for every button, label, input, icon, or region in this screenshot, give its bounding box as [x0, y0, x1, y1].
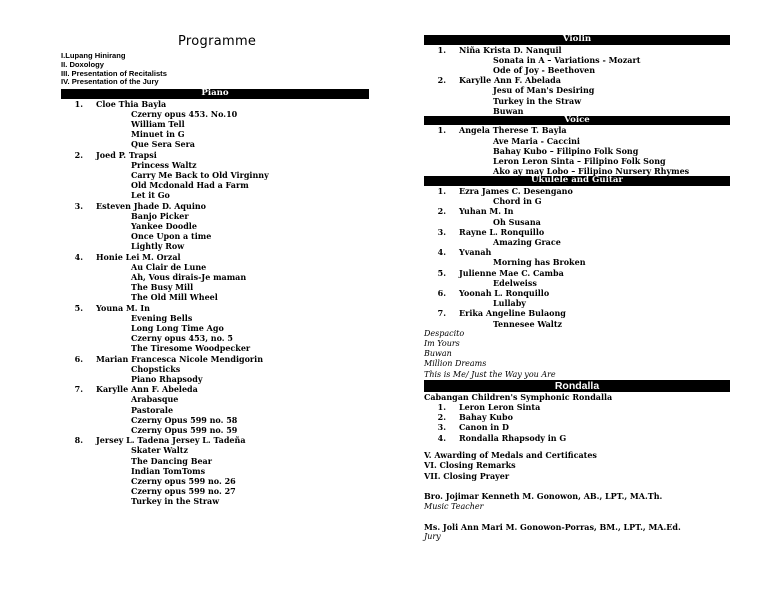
performer-number: 2.	[437, 206, 446, 217]
performer-name: Rayne L. Ronquillo	[459, 226, 545, 237]
performer-number: 3.	[437, 226, 446, 237]
piece-title: Ode of Joy - Beethoven	[493, 64, 596, 75]
performer-name: Honie Lei M. Orzal	[96, 251, 181, 262]
piece-title: The Tiresome Woodpecker	[131, 343, 251, 354]
performer-row	[61, 150, 369, 160]
piece-title: The Dancing Bear	[131, 455, 212, 466]
performer-number: 6.	[437, 287, 446, 298]
performer-name: Yoonah L. Ronquillo	[459, 287, 550, 298]
piece-title: Ah, Vous dirais-Je maman	[131, 271, 247, 282]
piece-title: The Old Mill Wheel	[131, 292, 218, 303]
performer-name: Joed P. Trapsi	[96, 149, 157, 160]
piece-title: Skater Waltz	[131, 445, 189, 456]
closing-item: VI. Closing Remarks	[424, 460, 516, 471]
performer-row	[424, 45, 730, 55]
performer-name: Marian Francesca Nicole Mendigorin	[96, 353, 264, 364]
performer-number: 2.	[437, 75, 446, 86]
piece-title: Turkey in the Straw	[131, 496, 220, 507]
performer-row	[61, 384, 369, 394]
piece-title: Leron Leron Sinta – Filipino Folk Song	[493, 156, 666, 167]
piece-title: William Tell	[131, 118, 185, 129]
closing-item: V. Awarding of Medals and Certificates	[424, 449, 597, 460]
piano-header: Piano	[61, 89, 369, 99]
ukulele-header: Ukulele and Guitar	[424, 176, 730, 186]
piece-title: Buwan	[493, 105, 524, 116]
violin-list	[424, 45, 730, 116]
performer-number: 4.	[74, 251, 83, 262]
rondalla-piece-title: Rondalla Rhapsody in G	[459, 432, 567, 443]
rondalla-piece-number: 2.	[437, 412, 446, 423]
rondalla-piece-title: Bahay Kubo	[459, 412, 513, 423]
ensemble-song: Im Yours	[424, 338, 460, 348]
rondalla-piece-number: 3.	[437, 422, 446, 433]
piece-title: Czerny opus 453, no. 5	[131, 333, 233, 344]
performer-name: Erika Angeline Bulaong	[459, 308, 566, 319]
rondalla-piece	[424, 422, 730, 432]
rondalla-header: Rondalla	[424, 380, 730, 392]
performer-number: 5.	[74, 302, 83, 313]
voice-header: Voice	[424, 116, 730, 126]
piece-title: Czerny Opus 599 no. 59	[131, 425, 238, 435]
performer-row	[424, 125, 730, 135]
piece-title: Tennesee Waltz	[493, 318, 563, 329]
performer-number: 1.	[437, 44, 446, 55]
performer-row	[424, 268, 730, 278]
piece-title: Ako ay may Lobo – Filipino Nursery Rhymes	[493, 166, 690, 177]
performer-row	[61, 303, 369, 313]
rondalla-piece-title: Canon in D	[459, 422, 509, 433]
piece-title: Pastorale	[131, 404, 174, 415]
performer-number: 8.	[74, 435, 83, 446]
page-title: Programme	[178, 34, 257, 49]
performer-number: 7.	[437, 308, 446, 319]
piece-title: Chord in G	[493, 196, 542, 207]
piece-title: Ave Maria - Caccini	[493, 135, 580, 146]
piece-title: Indian TomToms	[131, 465, 206, 476]
piece-title: Sonata in A – Variations - Mozart	[493, 54, 641, 65]
piece-title: Once Upon a time	[131, 231, 212, 242]
piece-title: Amazing Grace	[493, 236, 561, 247]
rondalla-piece	[424, 412, 730, 422]
performer-name: Esteven Jhade D. Aquino	[96, 200, 207, 211]
performer-row	[424, 227, 730, 237]
piece-title: Lightly Row	[131, 241, 185, 252]
piece-title: Carry Me Back to Old Virginny	[131, 169, 269, 180]
performer-row	[424, 186, 730, 196]
performer-row	[61, 354, 369, 364]
performer-name: Jersey L. Tadena Jersey L. Tadeña	[96, 435, 246, 446]
rondalla-piece	[424, 402, 730, 412]
performer-name: Karylle Ann F. Abelada	[459, 75, 561, 86]
performer-name: Yuhan M. In	[459, 206, 514, 217]
piece-title: Turkey in the Straw	[493, 95, 582, 106]
piece-title: Arabasque	[131, 394, 179, 405]
piece-title: Evening Bells	[131, 312, 193, 323]
performer-row	[61, 252, 369, 262]
performer-row	[61, 99, 369, 109]
piece-title: Czerny opus 599 no. 27	[131, 486, 236, 497]
performer-number: 1.	[437, 185, 446, 196]
piece-title: Yankee Doodle	[131, 220, 197, 231]
credit-role: Music Teacher	[424, 501, 484, 511]
performer-number: 3.	[74, 200, 83, 211]
rondalla-piece	[424, 433, 730, 443]
closing-item: VII. Closing Prayer	[424, 470, 510, 481]
piano-list	[61, 99, 369, 507]
piece-title: Long Long Time Ago	[131, 322, 224, 333]
performer-number: 4.	[437, 247, 446, 258]
ensemble-song: Million Dreams	[424, 359, 487, 369]
performer-number: 2.	[74, 149, 83, 160]
piece-title: Morning has Broken	[493, 257, 586, 268]
performer-name: Yvanah	[459, 247, 492, 258]
performer-row	[61, 201, 369, 211]
performer-number: 7.	[74, 384, 83, 395]
performer-name: Ezra James C. Desengano	[459, 185, 573, 196]
ensemble-song: Despacito	[424, 328, 465, 338]
credit-role: Jury	[424, 531, 441, 541]
intro-item: IV. Presentation of the Jury	[61, 77, 159, 87]
performer-number: 5.	[437, 267, 446, 278]
piece-title: Edelweiss	[493, 277, 537, 288]
performer-name: Youna M. In	[96, 302, 150, 313]
intro-item: I.Lupang Hinirang	[61, 51, 126, 60]
performer-number: 6.	[74, 353, 83, 364]
performer-name: Karylle Ann F. Abeleda	[96, 384, 198, 395]
performer-number: 1.	[74, 98, 83, 109]
rondalla-piece-title: Leron Leron Sinta	[459, 402, 541, 412]
left-column	[61, 89, 369, 507]
rondalla-piece-number: 4.	[437, 432, 446, 443]
piece-title: Piano Rhapsody	[131, 373, 203, 384]
piece-title: Czerny Opus 599 no. 58	[131, 414, 238, 425]
piece-title: Que Sera Sera	[131, 139, 195, 150]
piece-title: Lullaby	[493, 298, 526, 309]
performer-row	[424, 288, 730, 298]
intro-item: III. Presentation of Recitalists	[61, 68, 167, 78]
piece-title: Chopsticks	[131, 363, 181, 374]
performer-name: Niña Krista D. Nanquil	[459, 44, 562, 55]
rondalla-list	[424, 402, 730, 443]
piece-title: The Busy Mill	[131, 282, 194, 293]
performer-row	[424, 206, 730, 216]
intro-item: II. Doxology	[61, 59, 105, 69]
piece-title: Minuet in G	[131, 129, 185, 140]
voice-list	[424, 125, 730, 176]
piece-title: Let it Go	[131, 190, 170, 201]
piece-title: Old Mcdonald Had a Farm	[131, 180, 249, 191]
performer-name: Angela Therese T. Bayla	[459, 125, 567, 136]
piece-title: Oh Susana	[493, 216, 541, 227]
piece-title: Bahay Kubo – Filipino Folk Song	[493, 145, 639, 156]
piece-title: Banjo Picker	[131, 210, 189, 221]
rondalla-piece-number: 1.	[437, 402, 446, 412]
performer-row	[424, 308, 730, 318]
right-column	[424, 35, 730, 542]
performer-name: Cloe Thia Bayla	[96, 98, 167, 109]
piece-title: Czerny opus 599 no. 26	[131, 476, 236, 487]
piece-title: Czerny opus 453. No.10	[131, 108, 238, 119]
intro-list	[61, 52, 167, 87]
piece-title: Princess Waltz	[131, 159, 197, 170]
ensemble-song: This is Me/ Just the Way you Are	[424, 369, 556, 379]
credit-name: Bro. Jojimar Kenneth M. Gonowon, AB., LPT., MA.Th.	[424, 491, 663, 502]
performer-row	[424, 75, 730, 85]
credit-name: Ms. Joli Ann Mari M. Gonowon-Porras, BM., LPT., MA.Ed.	[424, 521, 681, 532]
piece-title: Au Clair de Lune	[131, 261, 207, 272]
ukulele-list	[424, 186, 730, 329]
performer-number: 1.	[437, 125, 446, 136]
ensemble-song: Buwan	[424, 349, 452, 359]
rondalla-group: Cabangan Children's Symphonic Rondalla	[424, 391, 613, 402]
piece-title: Jesu of Man's Desiring	[493, 85, 595, 96]
performer-row	[424, 247, 730, 257]
ensemble-list	[424, 329, 730, 380]
performer-row	[61, 435, 369, 445]
violin-header: Violin	[424, 35, 730, 45]
performer-name: Julienne Mae C. Camba	[459, 267, 564, 278]
